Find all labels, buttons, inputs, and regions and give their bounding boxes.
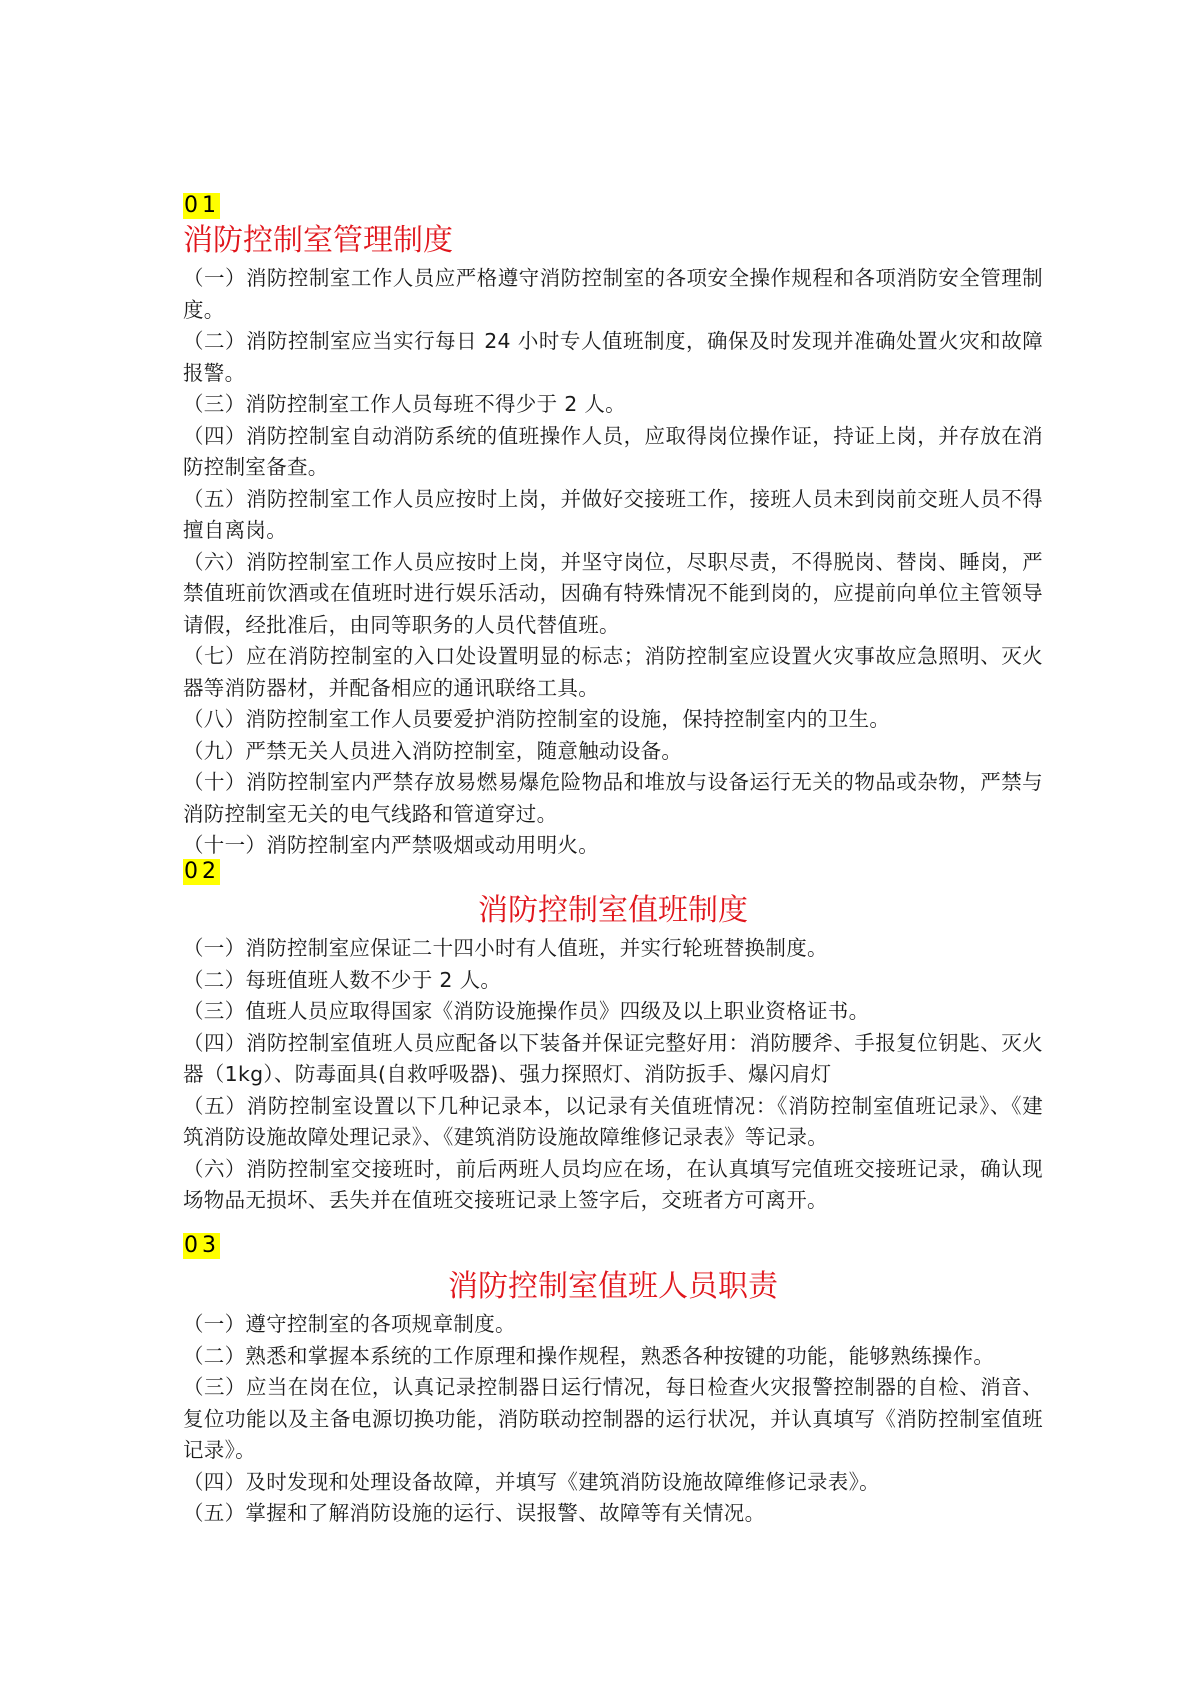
list-item: （十一）消防控制室内严禁吸烟或动用明火。 <box>183 833 599 857</box>
list-item: （六）消防控制室工作人员应按时上岗，并坚守岗位，尽职尽责，不得脱岗、替岗、睡岗，严禁值班前饮酒或在值班时进行娱乐活动，因确有特殊情况不能到岗的，应提前向单位主管领导请假，经批准后，由同等职务的人员代替值班。 <box>183 549 1043 637</box>
list-item: （七）应在消防控制室的入口处设置明显的标志；消防控制室应设置火灾事故应急照明、灭火器等消防器材，并配备相应的通讯联络工具。 <box>183 644 1043 700</box>
section-title: 消防控制室值班人员职责 <box>448 1269 778 1304</box>
section-01 <box>183 193 1043 862</box>
list-item: （五）掌握和了解消防设施的运行、误报警、故障等有关情况。 <box>183 1501 766 1525</box>
section-items <box>183 263 1043 862</box>
list-item: （九）严禁无关人员进入消防控制室，随意触动设备。 <box>183 738 683 763</box>
list-item: （十）消防控制室内严禁存放易燃易爆危险物品和堆放与设备运行无关的物品或杂物，严禁与消防控制室无关的电气线路和管道穿过。 <box>183 770 1043 826</box>
list-item: （六）消防控制室交接班时，前后两班人员均应在场，在认真填写完值班交接班记录，确认现场物品无损坏、丢失并在值班交接班记录上签字后，交班者方可离开。 <box>183 1156 1043 1212</box>
list-item: （二）消防控制室应当实行每日 24 小时专人值班制度，确保及时发现并准确处置火灾和故障报警。 <box>183 329 1043 385</box>
section-number: 02 <box>184 859 220 884</box>
section-number: 01 <box>184 193 220 218</box>
list-item: （五）消防控制室设置以下几种记录本，以记录有关值班情况：《消防控制室值班记录》、《建筑消防设施故障处理记录》、《建筑消防设施故障维修记录表》等记录。 <box>183 1093 1043 1149</box>
list-item: （三）值班人员应取得国家《消防设施操作员》四级及以上职业资格证书。 <box>183 999 870 1023</box>
list-item: （四）消防控制室值班人员应配备以下装备并保证完整好用：消防腰斧、手报复位钥匙、灭火器（1kg）、防毒面具(自救呼吸器)、强力探照灯、消防扳手、爆闪肩灯 <box>183 1030 1043 1086</box>
list-item: （二）每班值班人数不少于 2 人。 <box>183 967 502 992</box>
list-item: （五）消防控制室工作人员应按时上岗，并做好交接班工作，接班人员未到岗前交班人员不得擅自离岗。 <box>183 486 1043 542</box>
section-items <box>183 1309 1043 1530</box>
list-item: （一）消防控制室工作人员应严格遵守消防控制室的各项安全操作规程和各项消防安全管理制度。 <box>183 266 1043 322</box>
section-title: 消防控制室值班制度 <box>478 893 748 928</box>
list-item: （一）消防控制室应保证二十四小时有人值班，并实行轮班替换制度。 <box>183 936 828 960</box>
section-02 <box>183 859 1043 1217</box>
section-number: 03 <box>184 1233 220 1258</box>
list-item: （二）熟悉和掌握本系统的工作原理和操作规程，熟悉各种按键的功能，能够熟练操作。 <box>183 1343 995 1368</box>
list-item: （四）消防控制室自动消防系统的值班操作人员，应取得岗位操作证，持证上岗，并存放在消防控制室备查。 <box>183 423 1043 479</box>
list-item: （三）消防控制室工作人员每班不得少于 2 人。 <box>183 392 626 416</box>
list-item: （四）及时发现和处理设备故障，并填写《建筑消防设施故障维修记录表》。 <box>183 1469 880 1494</box>
section-items <box>183 933 1043 1217</box>
section-03 <box>183 1233 1043 1530</box>
list-item: （一）遵守控制室的各项规章制度。 <box>183 1312 516 1336</box>
section-title: 消防控制室管理制度 <box>183 223 453 258</box>
list-item: （三）应当在岗在位，认真记录控制器日运行情况，每日检查火灾报警控制器的自检、消音、复位功能以及主备电源切换功能，消防联动控制器的运行状况，并认真填写《消防控制室值班记录》。 <box>183 1375 1043 1462</box>
list-item: （八）消防控制室工作人员要爱护消防控制室的设施，保持控制室内的卫生。 <box>183 707 891 731</box>
